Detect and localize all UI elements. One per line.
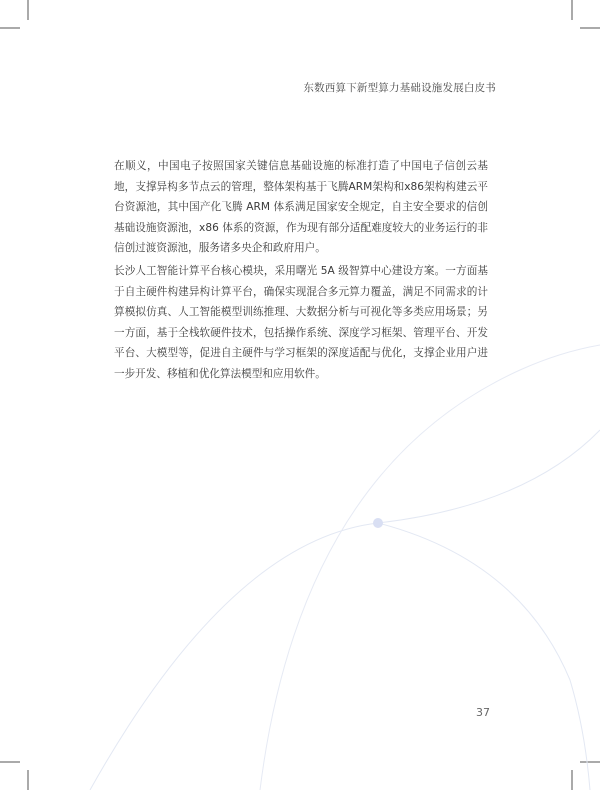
decor-arc-left — [90, 430, 600, 790]
header-title: 东数西算下新型算力基础设施发展白皮书 — [303, 82, 496, 94]
paragraph-2: 长沙人工智能计算平台核心模块，采用曙光 5A 级智算中心建设方案。一方面基于自主硬件构建异构计算平台，确保实现混合多元算力覆盖，满足不同需求的计算模拟仿真、人工智能模型训练推理、大数据分析与可视化等多类应用场景；另一方面，基于全栈软硬件技术，包括操作系统、深度学习框架、管理平台、开发平台、大模型等，促进自主硬件与学习框架的深度适配与优化，支撑企业用户进一步开发、移植和优化算法模型和应用软件。 — [114, 265, 488, 380]
page-number: 37 — [476, 706, 490, 719]
decor-arc-large — [260, 345, 600, 790]
decor-arc-right — [378, 523, 590, 790]
decor-dot — [373, 518, 383, 528]
paragraph-1: 在顺义，中国电子按照国家关键信息基础设施的标准打造了中国电子信创云基地，支撑异构多节点云的管理，整体架构基于飞腾ARM架构和x86架构构建云平台资源池，其中国产化飞腾 ARM 体系满足国家安全规定，自主安全要求的信创基础设施资源池，x86 体系的资源，作为现有部分适配难度较大的业务运行的非信创过渡资源池，服务诸多央企和政府用户。 — [114, 160, 488, 254]
